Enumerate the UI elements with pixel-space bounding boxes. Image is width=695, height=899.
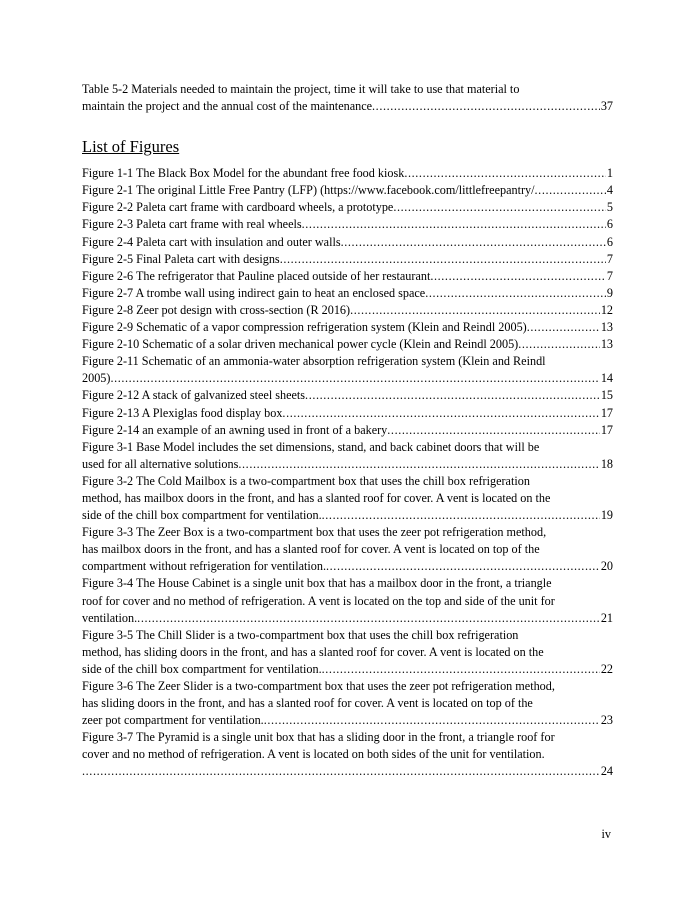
entry-text-line: maintain the project and the annual cost of the maintenance [82,99,373,114]
figure-entry[interactable] [82,302,613,319]
entry-text-line: 2005) [82,371,111,386]
figure-entry[interactable] [82,627,613,678]
entry-last-line [82,456,613,473]
entry-text-line: method, has mailbox doors in the front, and has a slanted roof for cover. A vent is located on the [82,490,551,505]
dot-leader [264,712,600,729]
entry-last-line [82,268,613,285]
entry-last-line [82,165,613,182]
entry-text-line: Figure 3-6 The Zeer Slider is a two-compartment box that uses the zeer pot refrigeration method, [82,679,555,693]
dot-leader [350,302,600,319]
entry-page-number: 18 [600,456,613,471]
list-of-figures [82,165,613,780]
dot-leader [137,610,600,627]
entry-text-line: Figure 3-4 The House Cabinet is a single unit box that has a mailbox door in the front, a triangle [82,576,552,591]
entry-text-line: cover and no method of refrigeration. A vent is located on both sides of the unit for ventilation. [82,747,545,762]
entry-text-line: Table 5-2 Materials needed to maintain the project, time it will take to use that material to [82,82,520,96]
entry-last-line [82,661,613,678]
figure-entry[interactable] [82,285,613,302]
entry-page-number: 15 [600,388,613,403]
entry-last-line [82,610,613,627]
dot-leader [430,268,606,285]
dot-leader [387,422,600,439]
entry-text-line: Figure 2-8 Zeer pot design with cross-section (R 2016) [82,302,351,317]
entry-last-line [82,234,613,251]
table-entry[interactable] [82,81,613,115]
figure-entry[interactable] [82,439,613,473]
entry-text-line: has sliding doors in the front, and has a slanted roof for cover. A vent is located on top of the [82,696,533,711]
figure-entry[interactable] [82,268,613,285]
figure-entry[interactable] [82,182,613,199]
entry-last-line [82,216,613,233]
entry-text-line: Figure 1-1 The Black Box Model for the abundant free food kiosk [82,166,405,181]
entry-last-line [82,336,613,353]
entry-text-line: Figure 2-6 The refrigerator that Pauline placed outside of her restaurant [82,268,431,283]
entry-page-number: 6 [606,217,613,232]
entry-page-number: 19 [600,508,613,523]
entry-page-number: 24 [600,764,613,779]
entry-page-number: 7 [606,268,613,283]
entry-last-line [82,251,613,268]
dot-leader [82,763,600,780]
dot-leader [518,336,600,353]
entry-last-line [82,558,613,575]
entry-page-number: 1 [606,166,613,181]
entry-page-number: 23 [600,713,613,728]
entry-text-line: Figure 3-1 Base Model includes the set dimensions, stand, and back cabinet doors that will be [82,439,540,454]
entry-text-line: Figure 2-4 Paleta cart with insulation and outer walls [82,234,341,249]
entry-page-number: 6 [606,234,613,249]
list-of-tables-continued [82,81,613,115]
dot-leader [341,234,606,251]
entry-last-line [82,182,613,199]
entry-last-line [82,405,613,422]
entry-last-line [82,370,613,387]
figure-entry[interactable] [82,387,613,404]
dot-leader [280,251,606,268]
entry-text-line: Figure 2-7 A trombe wall using indirect gain to heat an enclosed space [82,285,426,300]
dot-leader [305,387,600,404]
entry-text-line: Figure 3-5 The Chill Slider is a two-compartment box that uses the chill box refrigeration [82,627,519,642]
figure-entry[interactable] [82,473,613,524]
entry-text-line: Figure 2-14 an example of an awning used in front of a bakery [82,422,388,437]
entry-text-line: Figure 3-7 The Pyramid is a single unit box that has a sliding door in the front, a triangle roof for [82,730,555,745]
entry-text-line: Figure 2-5 Final Paleta cart with designs [82,251,280,266]
entry-page-number: 9 [606,285,613,300]
figure-entry[interactable] [82,422,613,439]
figure-entry[interactable] [82,199,613,216]
entry-last-line [82,319,613,336]
entry-text-line: Figure 3-3 The Zeer Box is a two-compartment box that uses the zeer pot refrigeration method, [82,525,547,540]
entry-last-line [82,507,613,524]
entry-last-line [82,98,613,115]
entry-text-line: side of the chill box compartment for ventilation. [82,508,322,523]
figure-entry[interactable] [82,729,613,780]
figure-entry[interactable] [82,216,613,233]
dot-leader [282,405,599,422]
dot-leader [527,319,600,336]
entry-page-number: 7 [606,251,613,266]
entry-page-number: 13 [600,337,613,352]
dot-leader [110,370,599,387]
entry-text-line: Figure 2-1 The original Little Free Pantry (LFP) (https://www.facebook.com/littlefreepantry/ [82,183,535,198]
entry-text-line: zeer pot compartment for ventilation. [82,713,264,728]
entry-page-number: 5 [606,200,613,215]
figure-entry[interactable] [82,251,613,268]
entry-page-number: 17 [600,422,613,437]
entry-text-line: compartment without refrigeration for ventilation. [82,559,327,574]
figure-entry[interactable] [82,319,613,336]
dot-leader [322,661,600,678]
entry-page-number: 21 [600,610,613,625]
entry-page-number: 20 [600,559,613,574]
entry-last-line [82,199,613,216]
entry-text-line: Figure 2-3 Paleta cart frame with real wheels [82,217,302,232]
entry-text-line: ventilation. [82,610,138,625]
dot-leader [372,98,600,115]
figure-entry[interactable] [82,678,613,729]
dot-leader [238,456,599,473]
figure-entry[interactable] [82,336,613,353]
entry-page-number: 14 [600,371,613,386]
entry-last-line [82,285,613,302]
entry-text-line: roof for cover and no method of refrigeration. A vent is located on the top and side of the unit for [82,593,555,608]
figure-entry[interactable] [82,165,613,182]
dot-leader [425,285,606,302]
dot-leader [535,182,606,199]
entry-text-line: Figure 3-2 The Cold Mailbox is a two-compartment box that uses the chill box refrigeration [82,473,530,488]
entry-page-number: 13 [600,320,613,335]
entry-last-line [82,302,613,319]
entry-last-line [82,763,613,780]
figure-entry[interactable] [82,575,613,626]
entry-text-line: Figure 2-12 A stack of galvanized steel sheets [82,388,306,403]
entry-page-number: 4 [606,183,613,198]
dot-leader [322,507,600,524]
figure-entry[interactable] [82,234,613,251]
entry-text-line: Figure 2-13 A Plexiglas food display box [82,405,283,420]
entry-text-line: Figure 2-10 Schematic of a solar driven mechanical power cycle (Klein and Reindl 2005) [82,337,519,352]
entry-text-line: used for all alternative solutions [82,456,239,471]
entry-page-number: 12 [600,302,613,317]
entry-last-line [82,712,613,729]
entry-last-line [82,387,613,404]
figure-entry[interactable] [82,405,613,422]
figure-entry[interactable] [82,524,613,575]
figure-entry[interactable] [82,353,613,387]
entry-text-line: Figure 2-9 Schematic of a vapor compression refrigeration system (Klein and Reindl 2005) [82,320,527,335]
entry-text-line: side of the chill box compartment for ventilation. [82,661,322,676]
entry-text-line: Figure 2-11 Schematic of an ammonia-water absorption refrigeration system (Klein and Reindl [82,354,546,369]
entry-last-line [82,422,613,439]
page-number-folio: iv [601,827,611,841]
toc-content [82,81,613,781]
entry-page-number: 37 [600,99,613,114]
list-of-figures-heading: List of Figures [82,137,180,157]
entry-text-line: method, has sliding doors in the front, and has a slanted roof for cover. A vent is located on the [82,644,544,659]
entry-page-number: 22 [600,661,613,676]
entry-page-number: 17 [600,405,613,420]
entry-text-line: has mailbox doors in the front, and has a slanted roof for cover. A vent is located on top of the [82,542,540,557]
dot-leader [302,216,606,233]
dot-leader [393,199,606,216]
dot-leader [326,558,600,575]
dot-leader [404,165,606,182]
entry-text-line: Figure 2-2 Paleta cart frame with cardboard wheels, a prototype [82,200,394,215]
